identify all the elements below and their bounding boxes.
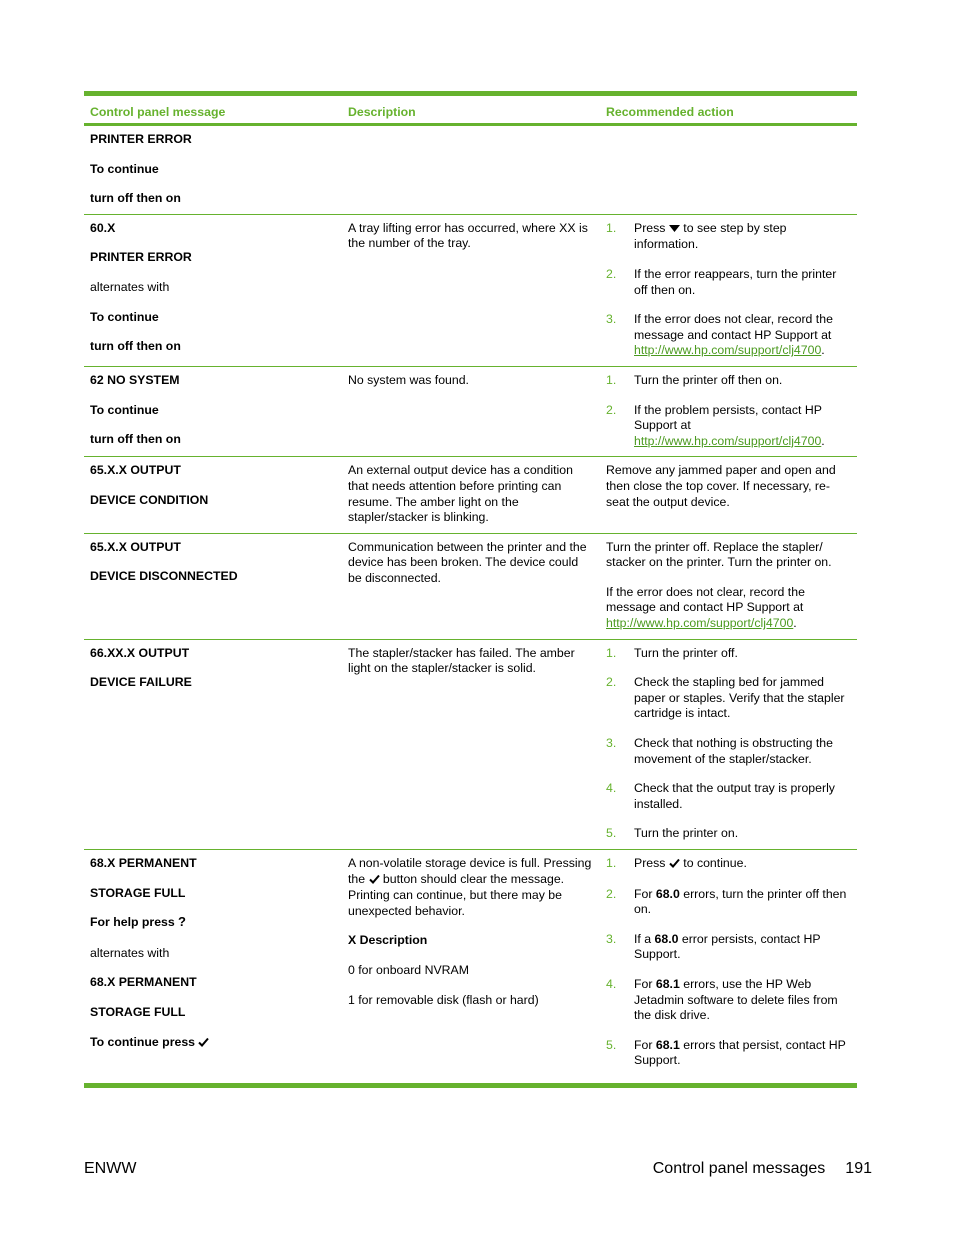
- action-step: [606, 887, 853, 918]
- table-body: [84, 126, 857, 1076]
- recommended-action-cell: [600, 850, 857, 1069]
- support-link[interactable]: http://www.hp.com/support/clj4700: [606, 616, 794, 631]
- text-run: button should clear the message. Printing can continue, but there may be unexpected behavior.: [348, 871, 565, 918]
- action-paragraph: [606, 585, 853, 632]
- action-step: [606, 403, 853, 450]
- description-cell: [342, 126, 600, 207]
- table-header: [84, 96, 857, 126]
- description-paragraph: [348, 221, 594, 252]
- text-run: .: [821, 343, 825, 358]
- text-run: The stapler/stacker has failed. The amber light on the stapler/stacker is solid.: [348, 645, 575, 676]
- action-paragraph: [606, 463, 853, 510]
- text-run: Press: [634, 856, 669, 870]
- message-line: [90, 675, 336, 691]
- control-panel-message-cell: [84, 126, 342, 207]
- step-text: [634, 646, 853, 662]
- message-line: [90, 915, 336, 932]
- svg-text:?: ?: [178, 915, 187, 928]
- message-line: [90, 250, 336, 266]
- message-line: [90, 946, 336, 962]
- message-text: To continue press: [90, 1034, 199, 1049]
- text-run: errors that persist, contact HP Support.: [634, 1037, 846, 1068]
- step-text: [634, 221, 853, 253]
- recommended-action-cell: [600, 534, 857, 632]
- description-paragraph: [348, 933, 594, 949]
- message-text: turn off then on: [90, 191, 181, 206]
- message-line: [90, 403, 336, 419]
- text-run: For: [634, 1037, 656, 1052]
- description-paragraph: [348, 963, 594, 979]
- message-text: 68.X PERMANENT: [90, 975, 197, 990]
- control-panel-message-cell: [84, 367, 342, 449]
- action-step: [606, 1038, 853, 1069]
- text-run: An external output device has a condition that needs attention before printing can resume. The amber light on the stapler/stacker is blinking.: [348, 463, 573, 525]
- table-row: [84, 367, 857, 457]
- description-paragraph: [348, 646, 594, 677]
- down-arrow-icon: [669, 222, 680, 238]
- text-run: For: [634, 886, 656, 901]
- step-number: 5.: [606, 826, 617, 841]
- control-panel-message-cell: [84, 640, 342, 842]
- step-text: [634, 403, 853, 450]
- table-row: [84, 850, 857, 1076]
- recommended-action-cell: [600, 640, 857, 842]
- message-line: [90, 132, 336, 148]
- message-line: [90, 162, 336, 178]
- text-run: Turn the printer off.: [634, 645, 738, 660]
- description-cell: [342, 850, 600, 1069]
- message-line: [90, 1035, 336, 1052]
- message-text: 68.X PERMANENT: [90, 856, 197, 870]
- step-text: [634, 826, 853, 842]
- bold-text: X Description: [348, 933, 428, 948]
- header-description: Description: [348, 104, 416, 119]
- text-run: Remove any jammed paper and open and then close the top cover. If necessary, re-seat the output device.: [606, 463, 836, 509]
- step-text: [634, 267, 853, 298]
- description-paragraph: [348, 463, 594, 525]
- control-panel-message-cell: [84, 457, 342, 525]
- message-line: [90, 856, 336, 872]
- message-text: For help press: [90, 915, 179, 930]
- action-step: [606, 781, 853, 812]
- bold-text: 68.0: [655, 886, 680, 901]
- table-row: [84, 457, 857, 533]
- action-step: [606, 373, 853, 389]
- table-row: [84, 534, 857, 640]
- checkmark-icon: [669, 857, 680, 873]
- step-text: [634, 312, 853, 359]
- description-cell: [342, 534, 600, 632]
- text-run: If a: [634, 931, 655, 946]
- text-run: Press: [634, 220, 669, 235]
- footer-section-title: Control panel messages: [652, 1160, 826, 1177]
- action-step: [606, 221, 853, 253]
- text-run: to see step by step information.: [634, 220, 787, 252]
- step-text: [634, 1038, 853, 1069]
- message-table: [84, 91, 857, 1088]
- step-number: 2.: [606, 266, 617, 281]
- text-run: If the error does not clear, record the message and contact HP Support at: [606, 584, 805, 615]
- step-number: 4.: [606, 781, 617, 796]
- action-step: [606, 675, 853, 722]
- step-text: [634, 675, 853, 722]
- text-run: Turn the printer off then on.: [634, 372, 783, 387]
- action-step: [606, 736, 853, 767]
- description-paragraph: [348, 540, 594, 587]
- step-number: 5.: [606, 1037, 617, 1052]
- message-text: To continue: [90, 161, 159, 176]
- message-text: To continue: [90, 402, 159, 417]
- text-run: Turn the printer off. Replace the stapler/ stacker on the printer. Turn the printer on.: [606, 539, 832, 570]
- table-bottom-rule: [84, 1083, 857, 1088]
- message-text: PRINTER ERROR: [90, 132, 192, 146]
- message-text: 65.X.X OUTPUT: [90, 539, 181, 554]
- table-row: [84, 215, 857, 367]
- message-line: [90, 569, 336, 585]
- text-run: 0 for onboard NVRAM: [348, 962, 469, 977]
- text-run: .: [793, 616, 797, 631]
- step-number: 2.: [606, 886, 617, 901]
- action-step: [606, 646, 853, 662]
- message-line: [90, 310, 336, 326]
- support-link[interactable]: http://www.hp.com/support/clj4700: [634, 433, 822, 448]
- text-run: error persists, contact HP Support.: [634, 931, 821, 962]
- message-line: [90, 646, 336, 662]
- checkmark-icon: [369, 873, 380, 889]
- description-paragraph: [348, 993, 594, 1009]
- step-number: 3.: [606, 931, 617, 946]
- action-step: [606, 932, 853, 963]
- step-number: 4.: [606, 976, 617, 991]
- text-run: No system was found.: [348, 372, 469, 387]
- action-steps-list: [606, 373, 853, 449]
- text-run: Communication between the printer and the device has been broken. The device could be disconnected.: [348, 539, 587, 585]
- text-run: .: [821, 433, 825, 448]
- message-text: 60.X: [90, 220, 116, 235]
- action-steps-list: [606, 221, 853, 359]
- action-step: [606, 312, 853, 359]
- message-line: [90, 975, 336, 991]
- bold-text: 68.1: [655, 976, 680, 991]
- message-text: alternates with: [90, 279, 170, 294]
- action-step: [606, 856, 853, 873]
- recommended-action-cell: [600, 367, 857, 449]
- action-step: [606, 267, 853, 298]
- action-step: [606, 977, 853, 1024]
- header-control-panel-message: Control panel message: [90, 104, 226, 119]
- text-run: to continue.: [679, 856, 747, 870]
- step-text: [634, 856, 853, 873]
- message-text: 62 NO SYSTEM: [90, 372, 180, 387]
- footer-right: [653, 1159, 872, 1179]
- checkmark-icon: [198, 1036, 209, 1052]
- message-text: 65.X.X OUTPUT: [90, 463, 181, 478]
- message-line: [90, 280, 336, 296]
- message-line: [90, 493, 336, 509]
- step-text: [634, 373, 853, 389]
- text-run: Check the stapling bed for jammed paper or staples. Verify that the stapler cartridge is intact.: [634, 675, 845, 721]
- message-line: [90, 373, 336, 389]
- description-cell: [342, 215, 600, 359]
- step-text: [634, 887, 853, 918]
- description-paragraph: [348, 373, 594, 389]
- step-number: 1.: [606, 220, 617, 235]
- text-run: A non-volatile storage device is full. Pressing the: [348, 856, 592, 886]
- action-paragraph: [606, 540, 853, 571]
- message-line: [90, 432, 336, 448]
- message-text: STORAGE FULL: [90, 1004, 186, 1019]
- control-panel-message-cell: [84, 534, 342, 632]
- message-text: 66.XX.X OUTPUT: [90, 645, 190, 660]
- message-line: [90, 886, 336, 902]
- message-line: [90, 540, 336, 556]
- message-text: PRINTER ERROR: [90, 250, 192, 265]
- recommended-action-cell: [600, 457, 857, 525]
- step-number: 2.: [606, 675, 617, 690]
- step-text: [634, 781, 853, 812]
- step-number: 1.: [606, 645, 617, 660]
- bold-text: 68.0: [654, 931, 679, 946]
- description-cell: [342, 640, 600, 842]
- action-step: [606, 826, 853, 842]
- description-cell: [342, 367, 600, 449]
- message-text: To continue: [90, 309, 159, 324]
- text-run: If the problem persists, contact HP Support at: [634, 402, 822, 433]
- step-text: [634, 932, 853, 963]
- description-cell: [342, 457, 600, 525]
- text-run: errors, turn the printer off then on.: [634, 886, 847, 917]
- text-run: Turn the printer on.: [634, 826, 739, 841]
- action-steps-list: [606, 646, 853, 842]
- message-text: STORAGE FULL: [90, 885, 186, 900]
- message-line: [90, 1005, 336, 1021]
- text-run: For: [634, 976, 656, 991]
- recommended-action-cell: [600, 126, 857, 207]
- footer-left: ENWW: [84, 1160, 137, 1177]
- text-run: A tray lifting error has occurred, where XX is the number of the tray.: [348, 220, 588, 251]
- step-number: 1.: [606, 856, 617, 870]
- step-number: 3.: [606, 312, 617, 327]
- text-run: Check that the output tray is properly installed.: [634, 781, 835, 811]
- message-text: DEVICE DISCONNECTED: [90, 569, 238, 584]
- text-run: If the error reappears, turn the printer off then on.: [634, 266, 837, 297]
- message-line: [90, 221, 336, 237]
- message-line: [90, 339, 336, 355]
- message-line: [90, 463, 336, 479]
- action-steps-list: [606, 856, 853, 1069]
- message-text: DEVICE FAILURE: [90, 675, 192, 690]
- message-text: turn off then on: [90, 432, 181, 447]
- message-line: [90, 191, 336, 207]
- bold-text: 68.1: [655, 1037, 680, 1052]
- step-number: 1.: [606, 372, 617, 387]
- table-row: [84, 640, 857, 850]
- header-recommended-action: Recommended action: [606, 104, 734, 119]
- text-run: Check that nothing is obstructing the movement of the stapler/stacker.: [634, 736, 833, 766]
- control-panel-message-cell: [84, 215, 342, 359]
- recommended-action-cell: [600, 215, 857, 359]
- text-run: 1 for removable disk (flash or hard): [348, 992, 539, 1007]
- step-text: [634, 736, 853, 767]
- step-number: 3.: [606, 736, 617, 751]
- support-link[interactable]: http://www.hp.com/support/clj4700: [634, 343, 822, 358]
- control-panel-message-cell: [84, 850, 342, 1069]
- text-run: If the error does not clear, record the message and contact HP Support at: [634, 312, 833, 342]
- step-text: [634, 977, 853, 1024]
- description-paragraph: [348, 856, 594, 919]
- message-text: alternates with: [90, 945, 170, 960]
- page-number: 191: [845, 1160, 872, 1177]
- message-text: turn off then on: [90, 339, 181, 354]
- step-number: 2.: [606, 402, 617, 417]
- table-row: [84, 126, 857, 215]
- message-text: DEVICE CONDITION: [90, 492, 209, 507]
- help-icon: [178, 915, 186, 932]
- text-run: errors, use the HP Web Jetadmin software to delete files from the disk drive.: [634, 976, 838, 1023]
